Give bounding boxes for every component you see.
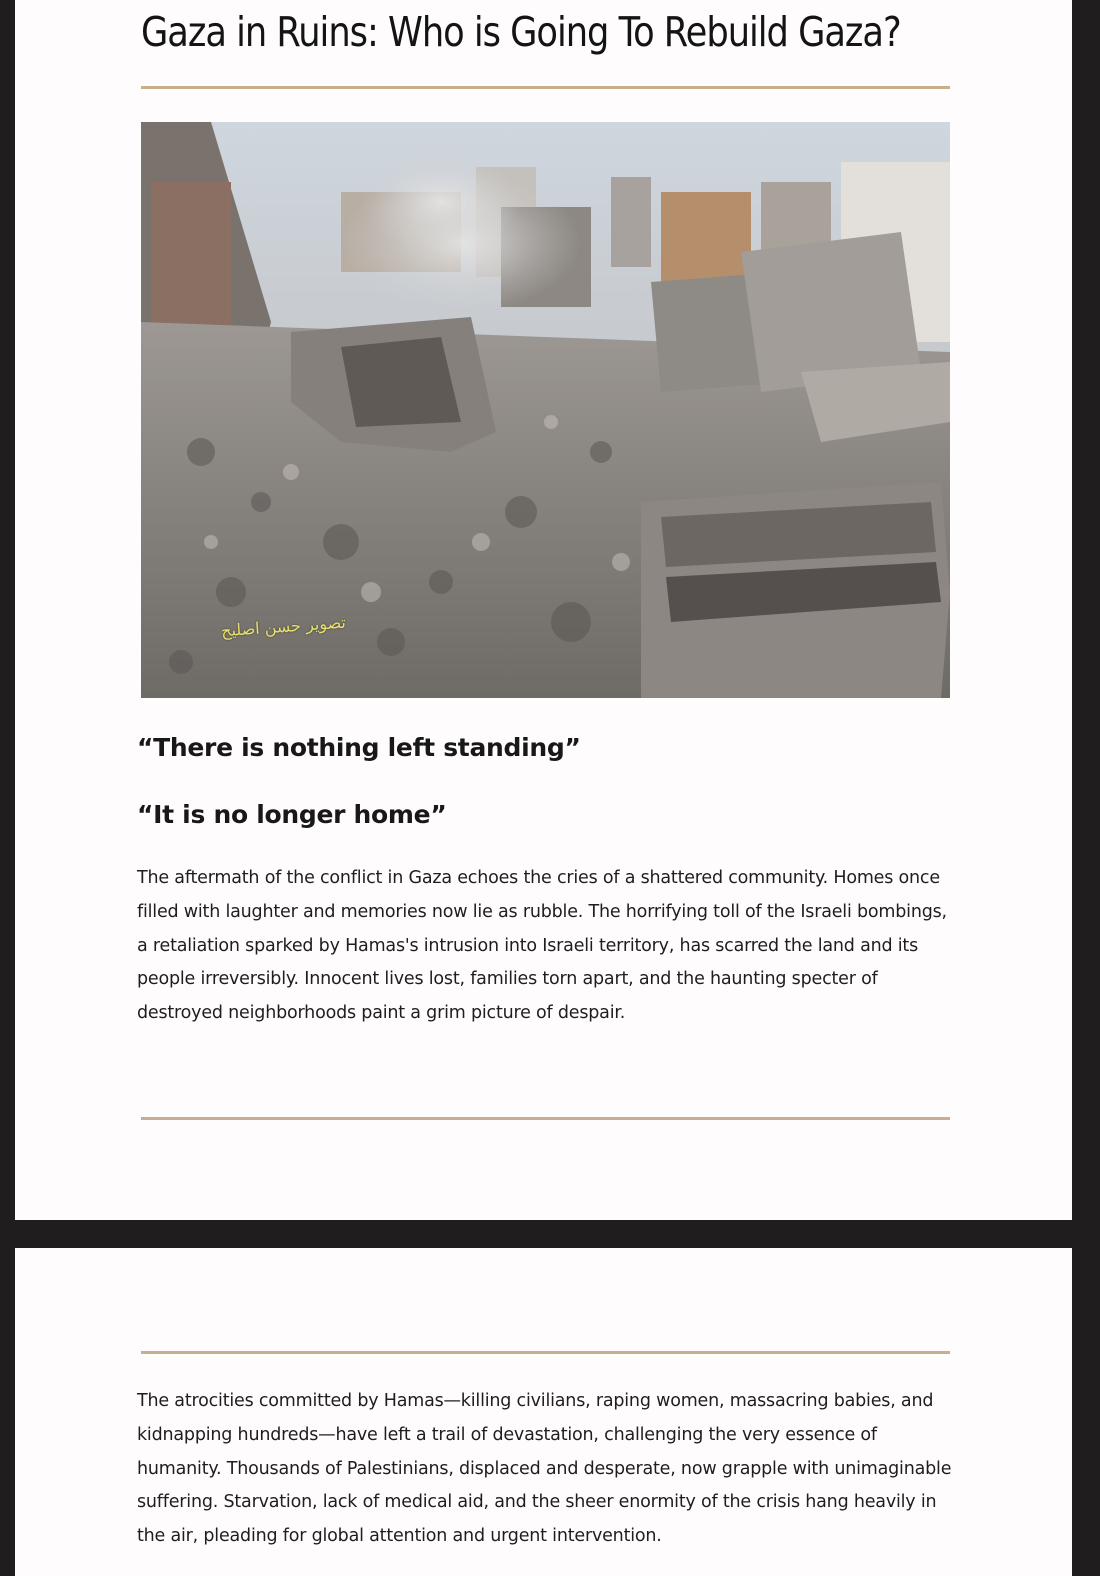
article-title: Gaza in Ruins: Who is Going To Rebuild Gaza? (141, 8, 901, 56)
section-divider (141, 1117, 950, 1120)
title-divider (141, 86, 950, 89)
body-paragraph-1: The aftermath of the conflict in Gaza echoes the cries of a shattered community. Homes once filled with laughter and memories now lie as rubble. The horrifying toll of the Israeli bombings, a retaliation sparked by Hamas's intrusion into Israeli territory, has scarred the land and its people irreversibly. Innocent lives lost, families torn apart, and the haunting specter of destroyed neighborhoods paint a grim picture of despair. (137, 868, 947, 1024)
photo-watermark: تصوير حسن اصليح (220, 612, 347, 641)
photo-illustration (141, 122, 950, 698)
destroyed-city-photo (141, 122, 950, 698)
pull-quote-1: “There is nothing left standing” (137, 733, 581, 762)
page-2-divider (141, 1351, 950, 1354)
document-page-2 (15, 1248, 1072, 1576)
pull-quote-2: “It is no longer home” (137, 800, 447, 829)
body-paragraph-2: The atrocities committed by Hamas—killing civilians, raping women, massacring babies, and kidnapping hundreds—have left a trail of devastation, challenging the very essence of humanity. Thousands of Palestinians, displaced and desperate, now grapple with unimaginable suffering. Starvation, lack of medical aid, and the sheer enormity of the crisis hang heavily in the air, pleading for global attention and urgent intervention. (137, 1391, 952, 1547)
document-page-1 (15, 0, 1072, 1220)
